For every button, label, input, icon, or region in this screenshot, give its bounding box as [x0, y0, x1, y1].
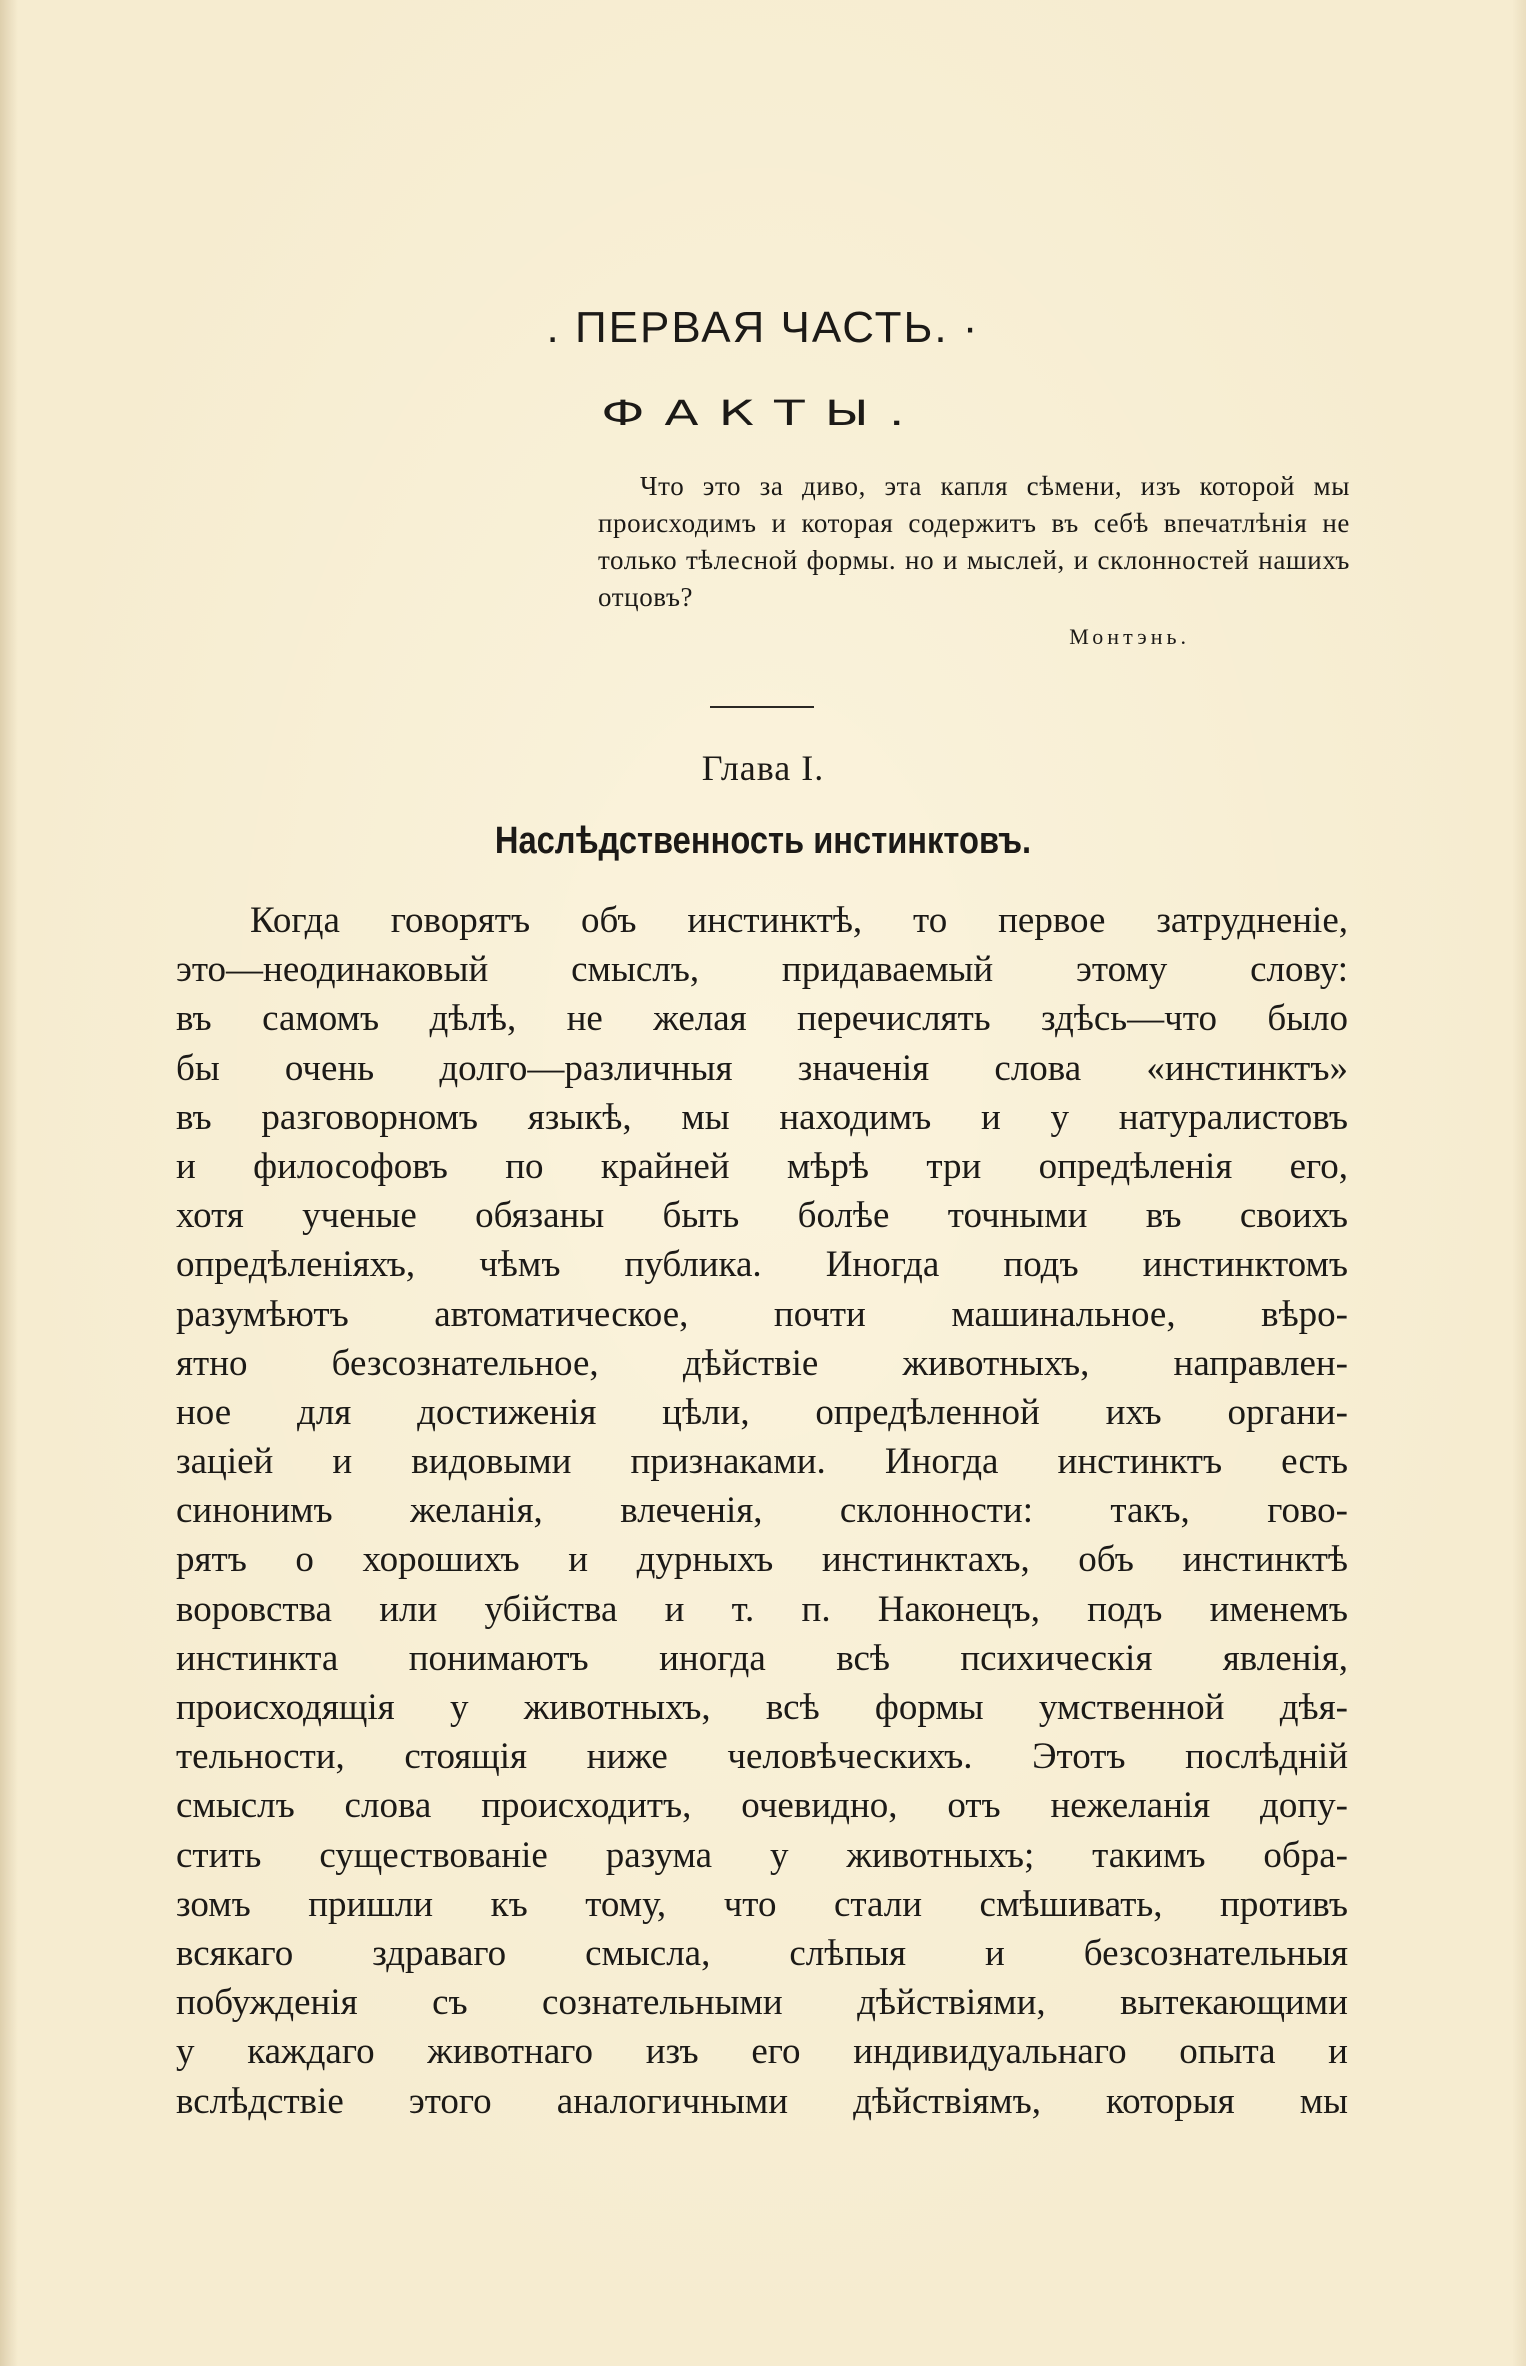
body-line: хотя ученые обязаны быть болѣе точными въ своихъ [176, 1195, 1348, 1237]
body-line: ное для достиженія цѣли, опредѣленной ихъ органи- [176, 1391, 1348, 1433]
epigraph-author: Монтэнь. [1069, 624, 1190, 649]
body-line: и философовъ по крайней мѣрѣ три опредѣленія его, [176, 1145, 1348, 1187]
body-line: въ самомъ дѣлѣ, не желая перечислять здѣсь—что было [176, 998, 1348, 1040]
body-line: Когда говорятъ объ инстинктѣ, то первое затрудненіе, [250, 900, 1348, 941]
epigraph [598, 468, 1350, 655]
body-line: въ разговорномъ языкѣ, мы находимъ и у натуралистовъ [176, 1096, 1348, 1138]
chapter-number: Глава I. [701, 748, 825, 788]
epigraph-text: Что это за диво, эта капля сѣмени, изъ которой мы происходимъ и которая содержитъ въ себѣ впечатлѣнія не только тѣлесной формы. но и мыслей, и склонностей нашихъ отцовъ? [598, 471, 1350, 612]
body-line: вслѣдствіе этого аналогичными дѣйствіямъ, которыя мы [176, 2080, 1348, 2122]
body-line: всякаго здраваго смысла, слѣпыя и безсознательныя [176, 1932, 1348, 1974]
body-line: смыслъ слова происходитъ, очевидно, отъ нежеланія допу- [176, 1785, 1348, 1827]
body-line: побужденія съ сознательными дѣйствіями, вытекающими [176, 1982, 1348, 2024]
chapter-body [176, 896, 1348, 2126]
body-line: происходящія у животныхъ, всѣ формы умственной дѣя- [176, 1687, 1348, 1728]
body-line: бы очень долго—различныя значенія слова «инстинктъ» [176, 1047, 1348, 1089]
body-line: ятно безсознательное, дѣйствіе животныхъ, направлен- [176, 1342, 1348, 1384]
part-title: . ПЕРВАЯ ЧАСТЬ. · [546, 303, 980, 352]
body-line: заціей и видовыми признаками. Иногда инстинктъ есть [176, 1441, 1348, 1483]
body-line: инстинкта понимаютъ иногда всѣ психическія явленія, [176, 1637, 1348, 1679]
body-line: стить существованіе разума у животныхъ; такимъ обра- [176, 1834, 1348, 1876]
body-line: это—неодинаковый смыслъ, придаваемый этому слову: [176, 949, 1348, 991]
body-line: рятъ о хорошихъ и дурныхъ инстинктахъ, объ инстинктѣ [176, 1539, 1348, 1581]
body-line: тельности, стоящія ниже человѣческихъ. Этотъ послѣдній [176, 1736, 1348, 1778]
body-line: у каждаго животнаго изъ его индивидуальнаго опыта и [176, 2031, 1348, 2073]
section-divider [710, 706, 814, 708]
body-line: разумѣютъ автоматическое, почти машинальное, вѣро- [176, 1293, 1348, 1335]
body-line: опредѣленіяхъ, чѣмъ публика. Иногда подъ инстинктомъ [176, 1244, 1348, 1286]
body-line: воровства или убійства и т. п. Наконецъ, подъ именемъ [176, 1588, 1348, 1630]
chapter-title: Наслѣдственность инстинктовъ. [494, 820, 1032, 862]
section-title: ФАКТЫ. [601, 392, 925, 434]
body-line: синонимъ желанія, влеченія, склонности: такъ, гово- [176, 1490, 1348, 1532]
body-line: зомъ пришли къ тому, что стали смѣшивать, противъ [176, 1883, 1348, 1925]
